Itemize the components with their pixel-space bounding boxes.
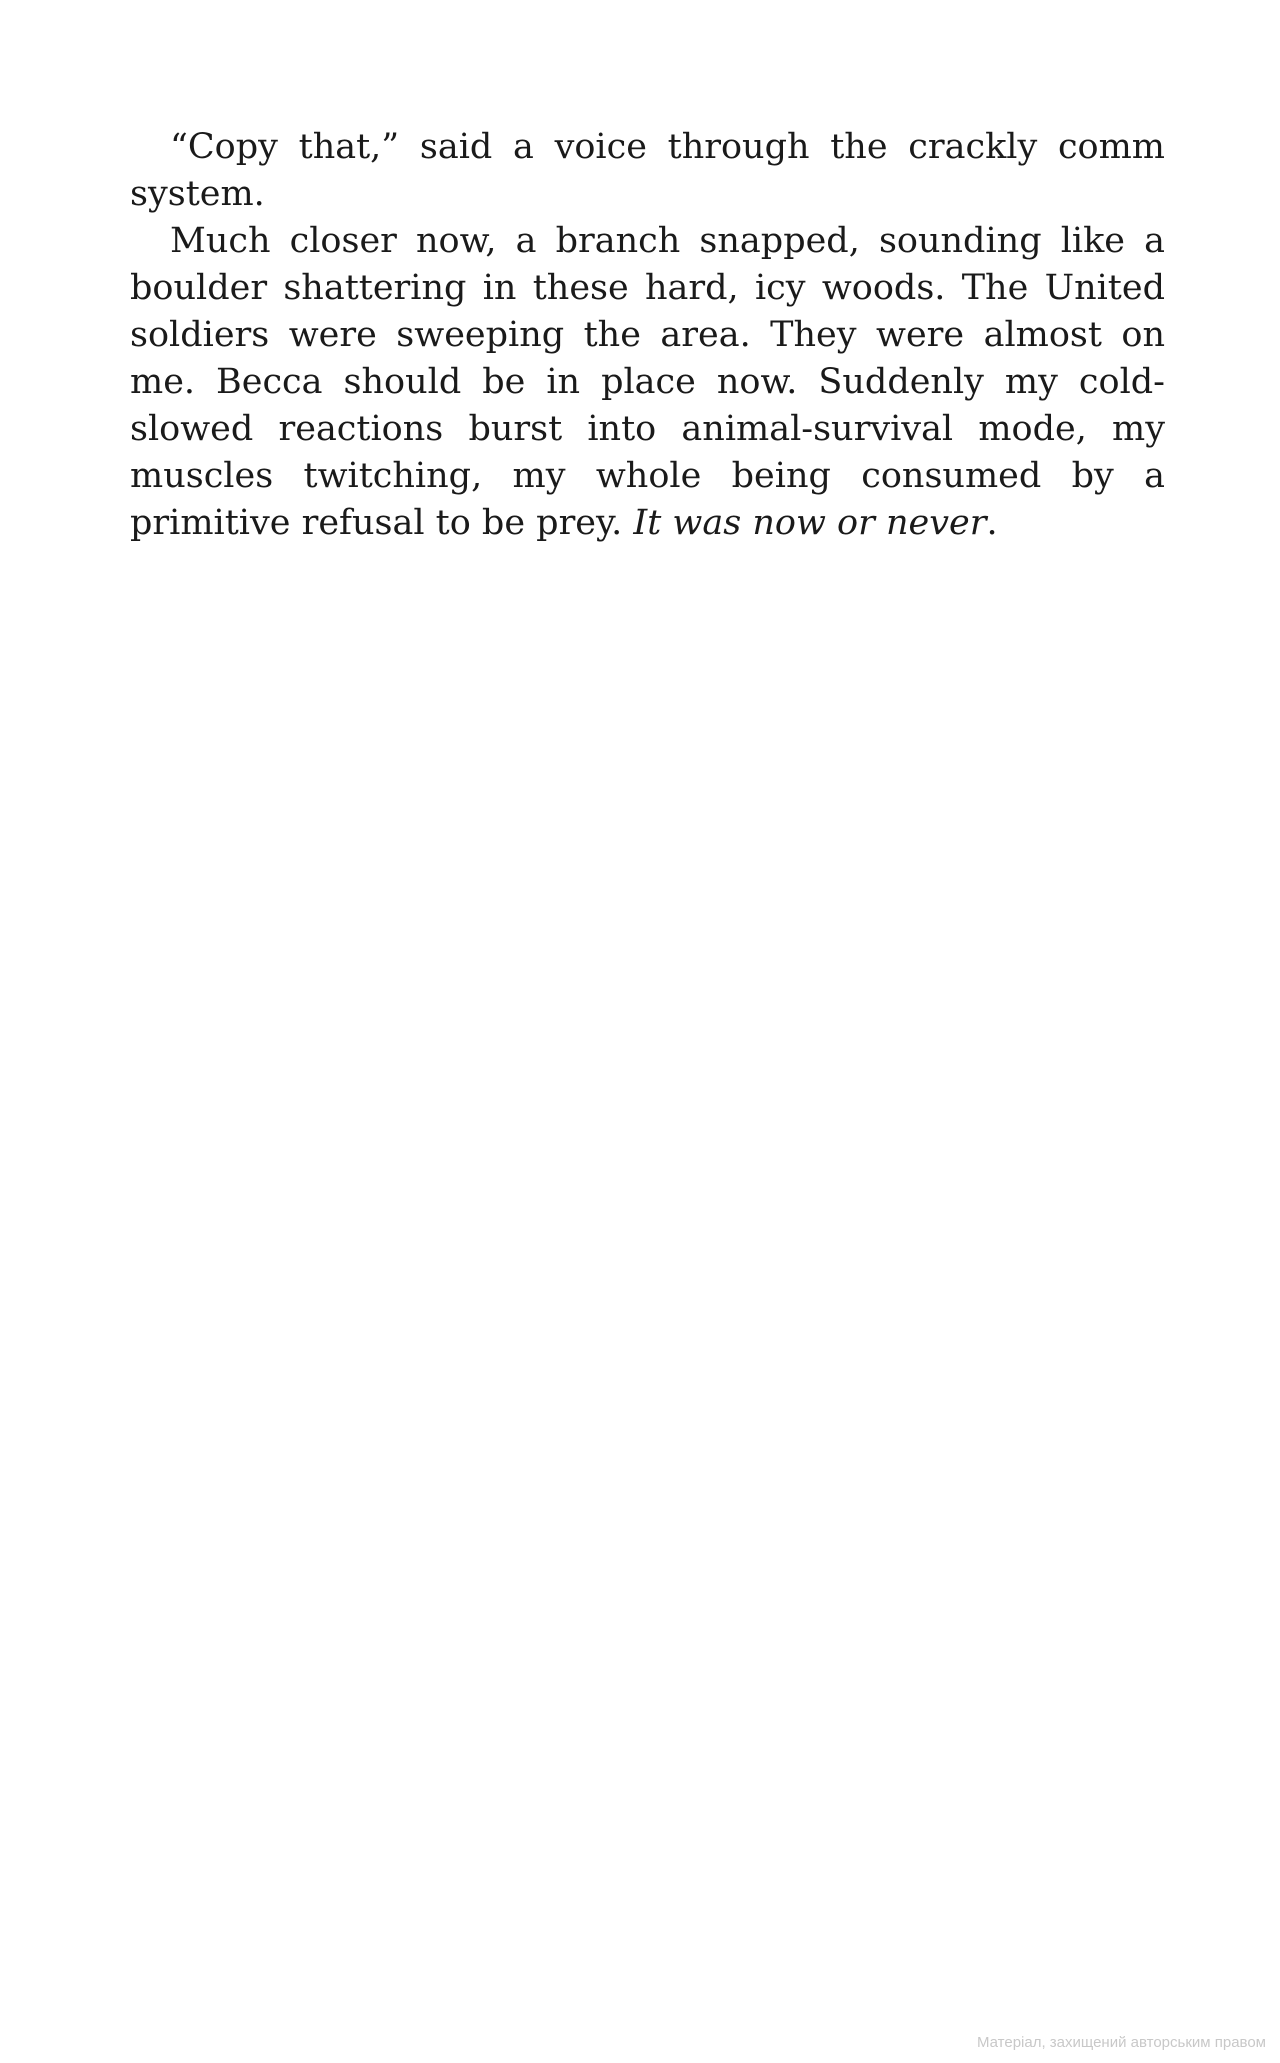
italic-phrase: It was now or never xyxy=(633,503,987,543)
ending-punctuation: . xyxy=(986,503,998,543)
paragraph-text: “Copy that,” said a voice through the crackly comm system. xyxy=(130,127,1165,214)
paragraph-branch-snapped xyxy=(130,218,1165,547)
copyright-watermark: Матеріал, захищений авторським правом xyxy=(976,2034,1266,2051)
paragraph-text: Much closer now, a branch snapped, sounding like a boulder shattering in these hard, icy woods. The United soldiers were sweeping the area. They were almost on me. Becca should be in place now. Suddenly my cold-slowed reactions burst into animal-survival mode, my muscles twitching, my whole being consumed by a primitive refusal to be prey. xyxy=(130,221,1165,543)
paragraph-copy-that xyxy=(130,124,1165,218)
book-page-text xyxy=(130,124,1165,547)
